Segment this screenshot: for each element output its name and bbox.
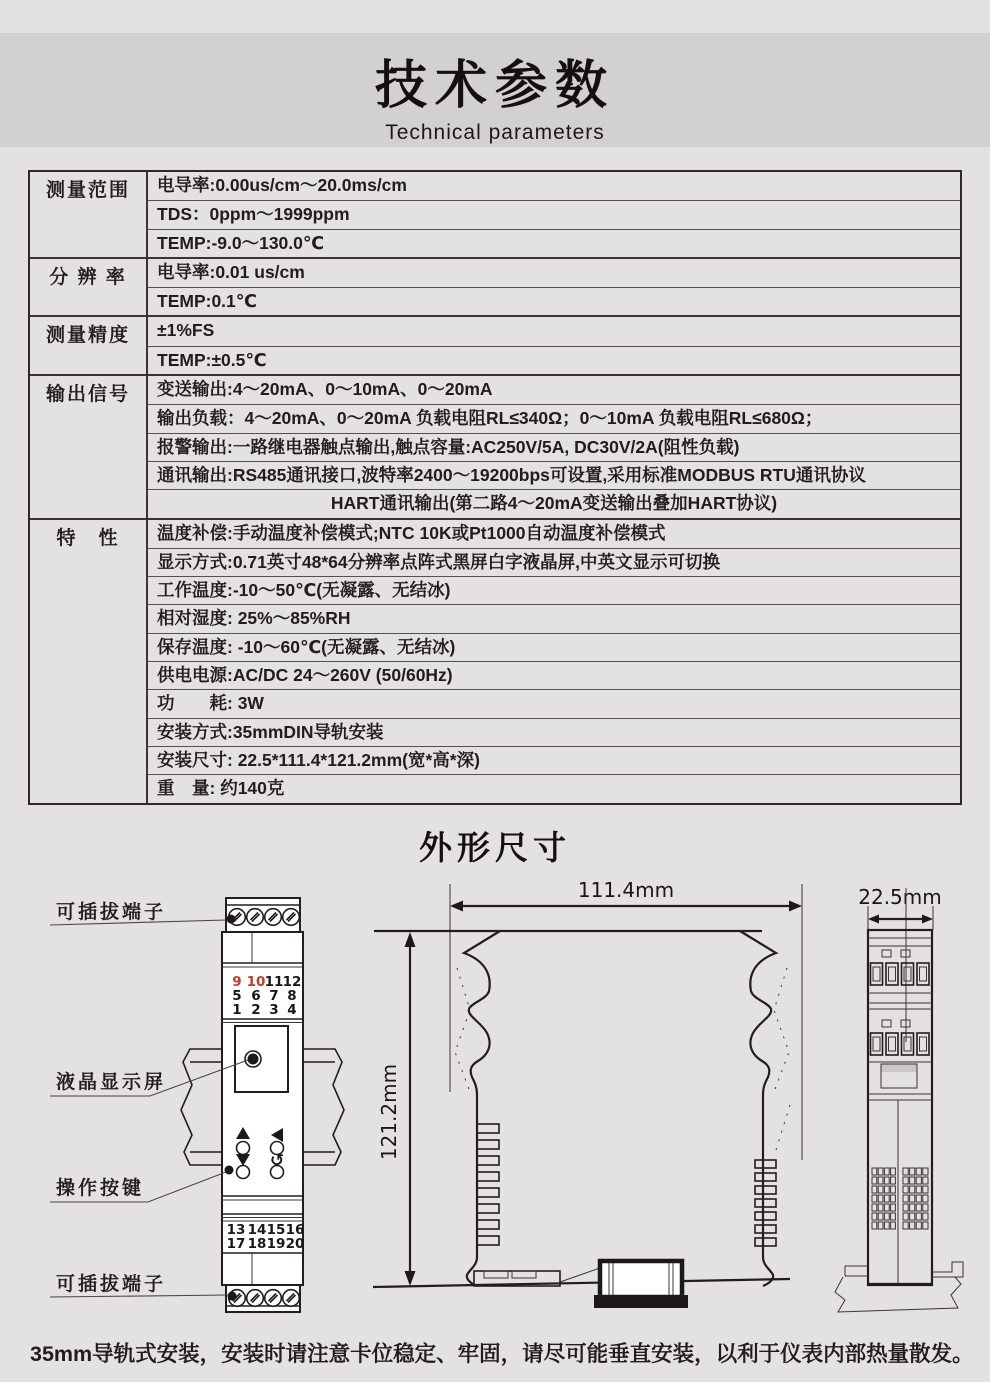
page-subtitle: Technical parameters [385,121,605,144]
spec-group-label: 特 性 [30,520,148,803]
din-rail-left [181,1049,222,1165]
terminal-number: 18 [247,1236,267,1252]
spec-row: TEMP:0.1℃ [148,287,960,315]
terminal-number: 20 [285,1236,305,1252]
terminal-number: 13 [226,1222,246,1238]
spec-group-rows [148,172,960,257]
terminal-number: 11 [264,974,284,990]
spec-row: HART通讯输出(第二路4～20mA变送输出叠加HART协议) [148,489,960,517]
spec-row: 显示方式:0.71英寸48*64分辨率点阵式黑屏白字液晶屏,中英文显示可切换 [148,548,960,576]
header-band [0,33,990,147]
terminal-number: 12 [282,974,302,990]
footer-note: 35mm导轨式安装，安装时请注意卡位稳定、牢固，请尽可能垂直安装，以利于仪表内部热量散发。 [30,1342,974,1366]
spec-table [28,170,962,805]
spec-row: 输出负载：4～20mA、0～20mA 负载电阻RL≤340Ω；0～10mA 负载电阻RL≤680Ω； [148,404,960,432]
spec-group-label: 输出信号 [30,376,148,517]
spec-row: 电导率:0.00us/cm～20.0ms/cm [157,175,407,195]
spec-row: 供电电源:AC/DC 24～260V (50/60Hz) [148,661,960,689]
spec-row: 变送输出:4～20mA、0～10mA、0～20mA [157,379,493,400]
terminal-numbers-bottom [227,1222,305,1252]
spec-row: 温度补偿:手动温度补偿模式;NTC 10K或Pt1000自动温度补偿模式 [157,522,666,543]
spec-group-rows [148,259,960,316]
terminal-number: 14 [247,1222,267,1238]
spec-row: 安装尺寸: 22.5*111.4*121.2mm(宽*高*深) [148,746,960,774]
terminal-number: 1 [232,1002,242,1018]
spec-group [30,172,960,257]
terminal-number: 8 [287,988,297,1004]
terminal-number: 5 [232,988,242,1004]
page-title: 技术参数 [374,57,615,115]
spec-group-rows [148,376,960,517]
lcd-dot [248,1054,259,1065]
spec-row: 电导率:0.01 us/cm [157,261,305,282]
spec-row: TEMP:-9.0～130.0℃ [148,229,960,257]
label-buttons: 操作按键 [56,1178,145,1199]
terminal-number: 7 [269,988,279,1004]
terminal-number: 2 [251,1002,261,1018]
enter-loop-icon: ↺ [269,1151,285,1171]
terminal-number: 4 [287,1002,297,1018]
terminal-number: 9 [232,974,242,990]
spec-row: 保存温度: -10～60℃(无凝露、无结冰) [148,633,960,661]
label-lcd: 液晶显示屏 [56,1072,167,1093]
terminal-number: 6 [251,988,261,1004]
section-title-dimensions: 外形尺寸 [419,829,571,866]
terminal-number: 17 [226,1236,246,1252]
label-terminal-bottom: 可插拔端子 [56,1274,167,1295]
spec-group [30,257,960,316]
spec-row: TEMP:±0.5℃ [148,346,960,374]
spec-row: 通讯输出:RS485通讯接口,波特率2400～19200bps可设置,采用标准MODBUS RTU通讯协议 [148,461,960,489]
front-view [50,898,344,1312]
spec-row: TDS：0ppm～1999ppm [148,200,960,228]
spec-group-rows [148,520,960,803]
terminal-number: 10 [246,974,266,990]
spec-row: 安装方式:35mmDIN导轨安装 [148,718,960,746]
terminal-number: 19 [266,1236,286,1252]
spec-row: 功 耗: 3W [148,689,960,717]
spec-row: ±1%FS [157,320,215,341]
width-dimension: 111.4mm [577,878,675,902]
terminal-number: 3 [269,1002,279,1018]
spec-row: 重 量: 约140克 [148,774,960,802]
dimension-drawing [0,860,990,1338]
spec-group [30,374,960,517]
top-view [373,878,802,1308]
ventilation-grids [872,1168,928,1229]
spec-group-label: 测量精度 [30,317,148,374]
terminal-number: 16 [285,1222,305,1238]
spec-group [30,315,960,374]
side-view [835,885,963,1312]
spec-group-rows [148,317,960,374]
terminal-number: 15 [266,1222,286,1238]
spec-group-label: 测量范围 [30,172,148,257]
spec-group-label: 分 辨 率 [30,259,148,316]
height-dimension: 121.2mm [377,1063,401,1161]
spec-row: 报警输出:一路继电器触点输出,触点容量:AC250V/5A, DC30V/2A(阻性负载) [148,433,960,461]
ventilation-slots [477,1124,776,1246]
label-terminal-top: 可插拔端子 [56,902,167,923]
spec-row: 相对湿度: 25%～85%RH [148,604,960,632]
din-rail-right [303,1049,344,1165]
depth-dimension: 22.5mm [858,885,942,909]
din-clip [600,1261,682,1297]
spec-row: 工作温度:-10～50℃(无凝露、无结冰) [148,576,960,604]
spec-group [30,518,960,803]
